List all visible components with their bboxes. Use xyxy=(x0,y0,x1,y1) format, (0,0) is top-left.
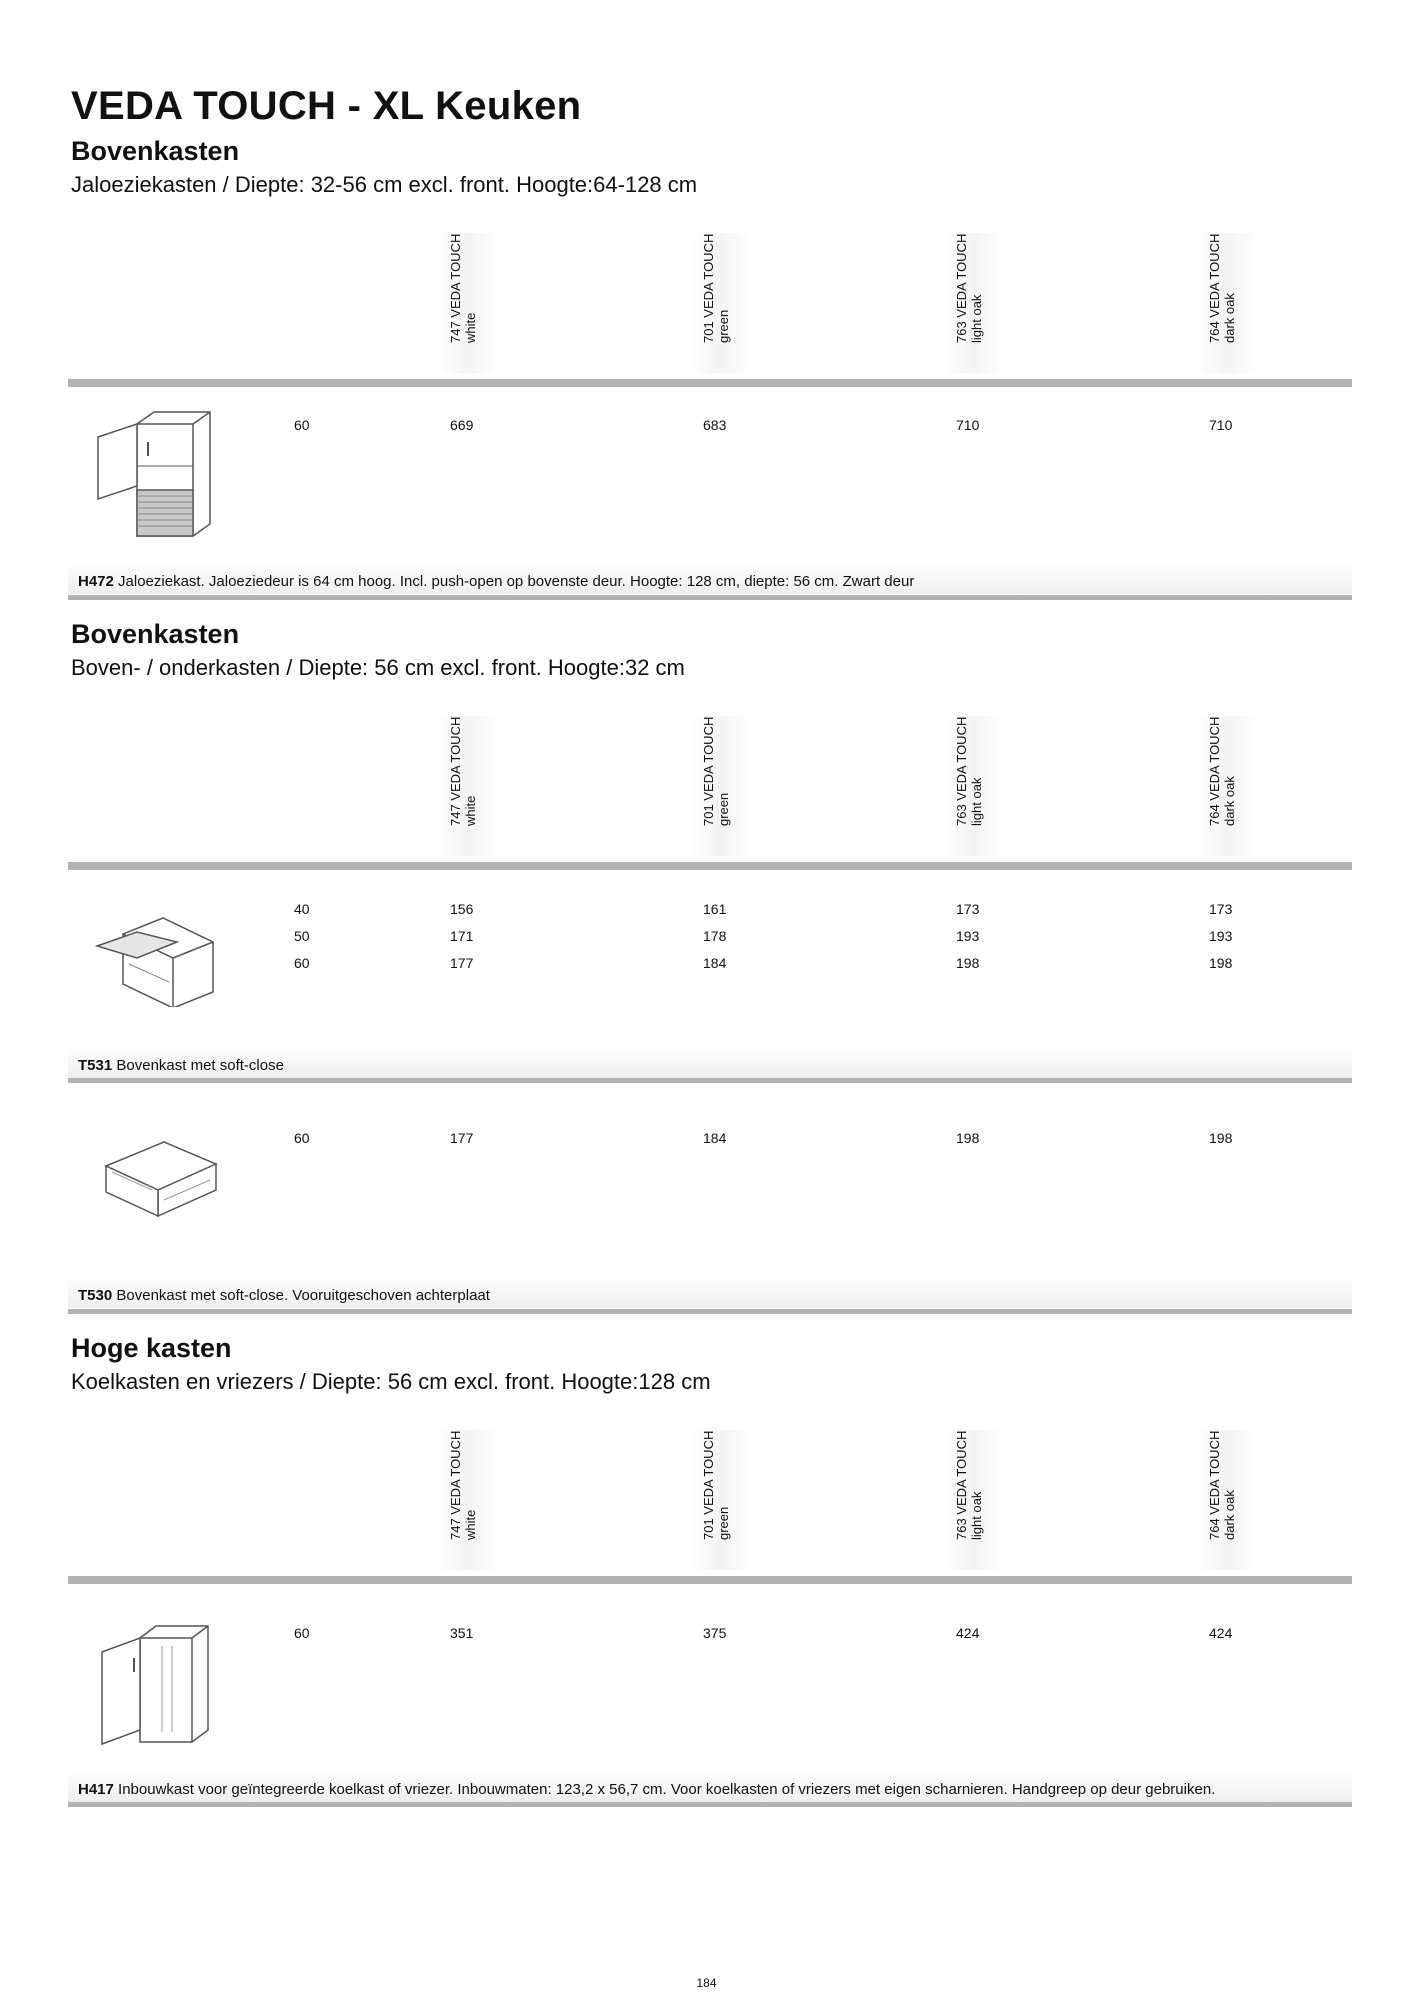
header-divider xyxy=(68,1576,1352,1584)
koelkast-kast-icon xyxy=(96,1622,226,1747)
price-cell: 669 xyxy=(450,417,474,433)
price-cell: 710 xyxy=(1209,417,1233,433)
section-title: Bovenkasten xyxy=(71,136,240,166)
price-cell: 375 xyxy=(703,1625,727,1641)
column-header: 747 VEDA TOUCH white xyxy=(438,233,498,373)
price-cell: 173 xyxy=(1209,901,1233,917)
width-cell: 60 xyxy=(294,1625,310,1641)
row-divider xyxy=(68,1078,1352,1083)
section-title: Bovenkasten xyxy=(71,619,240,649)
product-description: H472 Jaloeziekast. Jaloeziedeur is 64 cm hoog. Incl. push-open op bovenste deur. Hoogte: 128 cm, diepte: 56 cm. Zwart deur xyxy=(68,562,1352,594)
price-cell: 177 xyxy=(450,955,474,971)
price-cell: 184 xyxy=(703,1130,727,1146)
price-cell: 171 xyxy=(450,928,474,944)
column-header: 747 VEDA TOUCH white xyxy=(438,1430,498,1570)
row-divider xyxy=(68,1802,1352,1807)
price-cell: 193 xyxy=(1209,928,1233,944)
section-subtitle: Koelkasten en vriezers / Diepte: 56 cm excl. front. Hoogte:128 cm xyxy=(71,1369,711,1394)
price-cell: 161 xyxy=(703,901,727,917)
row-divider xyxy=(68,595,1352,600)
price-cell: 351 xyxy=(450,1625,474,1641)
width-cell: 60 xyxy=(294,1130,310,1146)
section-title: Hoge kasten xyxy=(71,1333,232,1363)
section-subtitle: Jaloeziekasten / Diepte: 32-56 cm excl. front. Hoogte:64-128 cm xyxy=(71,172,698,197)
product-description: H417 Inbouwkast voor geïntegreerde koelkast of vriezer. Inbouwmaten: 123,2 x 56,7 cm. Voor koelkasten of vriezers met eigen scharnieren. Handgreep op deur gebruiken. xyxy=(68,1770,1352,1802)
price-cell: 710 xyxy=(956,417,980,433)
price-cell: 683 xyxy=(703,417,727,433)
column-header: 763 VEDA TOUCH light oak xyxy=(944,233,1004,373)
header-divider xyxy=(68,862,1352,870)
bovenkast-closed-icon xyxy=(102,1138,222,1218)
width-cell: 40 xyxy=(294,901,310,917)
column-header: 701 VEDA TOUCH green xyxy=(691,1430,751,1570)
section-subtitle: Boven- / onderkasten / Diepte: 56 cm excl. front. Hoogte:32 cm xyxy=(71,655,685,680)
price-cell: 193 xyxy=(956,928,980,944)
width-cell: 60 xyxy=(294,417,310,433)
page-title: VEDA TOUCH - XL Keuken xyxy=(71,84,582,128)
page-number: 184 xyxy=(696,1976,717,1990)
price-cell: 198 xyxy=(1209,1130,1233,1146)
price-cell: 424 xyxy=(956,1625,980,1641)
product-description: T530 Bovenkast met soft-close. Vooruitgeschoven achterplaat xyxy=(68,1276,1352,1308)
price-cell: 184 xyxy=(703,955,727,971)
width-cell: 60 xyxy=(294,955,310,971)
price-cell: 198 xyxy=(956,1130,980,1146)
jaloeziekast-icon xyxy=(92,404,222,539)
width-cell: 50 xyxy=(294,928,310,944)
column-header: 763 VEDA TOUCH light oak xyxy=(944,716,1004,856)
price-cell: 198 xyxy=(1209,955,1233,971)
price-cell: 177 xyxy=(450,1130,474,1146)
product-description: T531 Bovenkast met soft-close xyxy=(68,1046,1352,1078)
price-cell: 424 xyxy=(1209,1625,1233,1641)
price-cell: 156 xyxy=(450,901,474,917)
column-header: 701 VEDA TOUCH green xyxy=(691,233,751,373)
header-divider xyxy=(68,379,1352,387)
price-cell: 173 xyxy=(956,901,980,917)
column-header: 764 VEDA TOUCH dark oak xyxy=(1197,233,1257,373)
column-header: 764 VEDA TOUCH dark oak xyxy=(1197,1430,1257,1570)
price-cell: 198 xyxy=(956,955,980,971)
column-header: 701 VEDA TOUCH green xyxy=(691,716,751,856)
column-header: 764 VEDA TOUCH dark oak xyxy=(1197,716,1257,856)
bovenkast-open-icon xyxy=(95,912,225,1007)
price-cell: 178 xyxy=(703,928,727,944)
row-divider xyxy=(68,1309,1352,1314)
column-header: 763 VEDA TOUCH light oak xyxy=(944,1430,1004,1570)
column-header: 747 VEDA TOUCH white xyxy=(438,716,498,856)
